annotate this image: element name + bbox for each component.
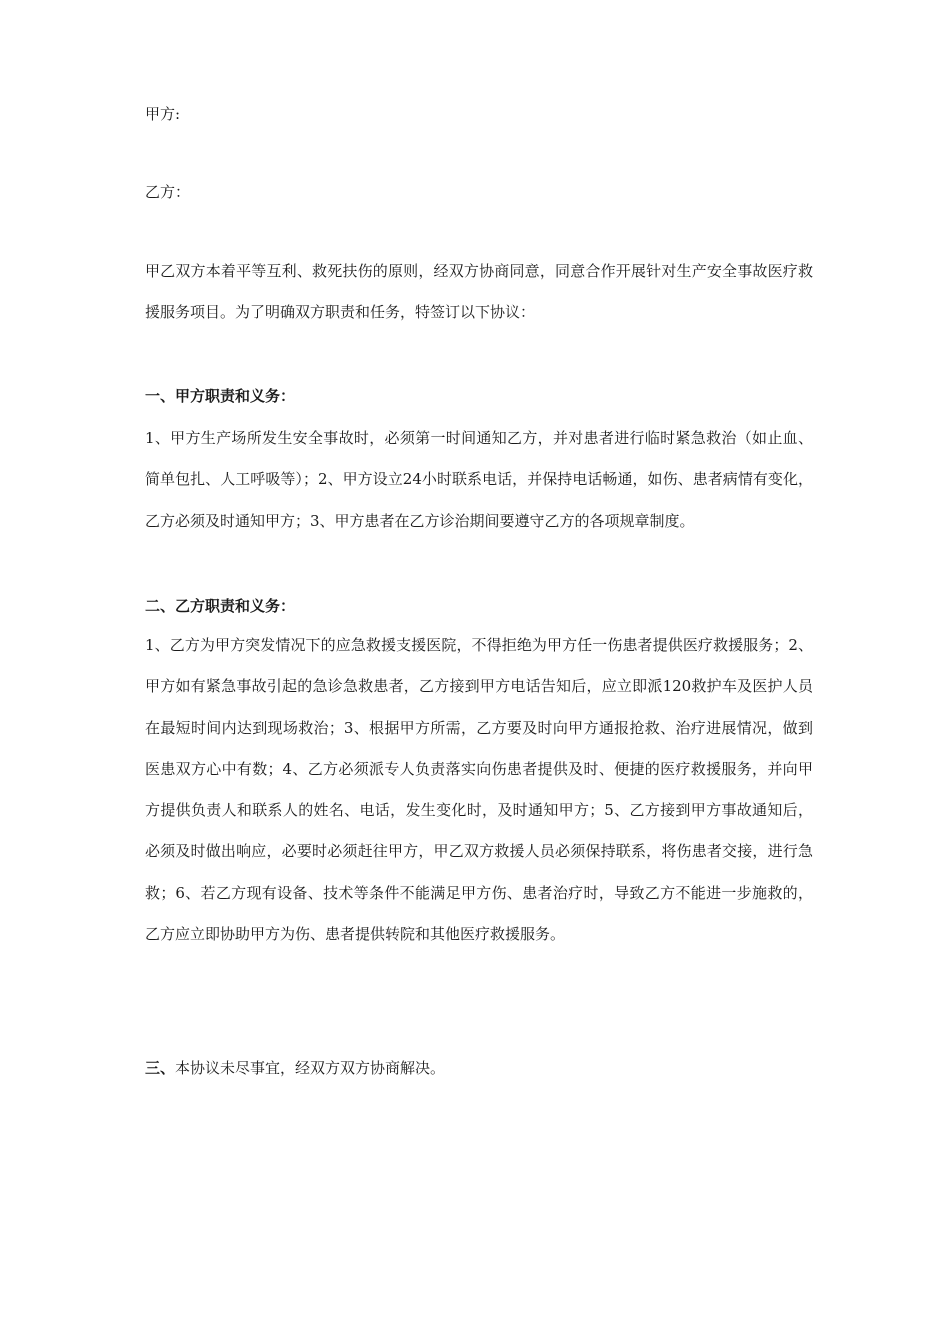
section-2-body: 1、乙方为甲方突发情况下的应急救援支援医院，不得拒绝为甲方任一伤患者提供医疗救援服务；2、甲方如有紧急事故引起的急诊急救患者，乙方接到甲方电话告知后，应立即派120救护车及医护人员在最短时间内达到现场救治；3、根据甲方所需，乙方要及时向甲方通报抢救、治疗进展情况，做到医患双方心中有数；4、乙方必须派专人负责落实向伤患者提供及时、便捷的医疗救援服务，并向甲方提供负责人和联系人的姓名、电话，发生变化时，及时通知甲方；5、乙方接到甲方事故通知后，必须及时做出响应，必要时必须赶往甲方，甲乙双方救援人员必须保持联系，将伤患者交接，进行急救；6、若乙方现有设备、技术等条件不能满足甲方伤、患者治疗时，导致乙方不能进一步施救的，乙方应立即协助甲方为伤、患者提供转院和其他医疗救援服务。: [145, 636, 813, 944]
section-1-body: 1、甲方生产场所发生安全事故时，必须第一时间通知乙方，并对患者进行临时紧急救治（如止血、简单包扎、人工呼吸等）；2、甲方设立24小时联系电话，并保持电话畅通，如伤、患者病情有变化，乙方必须及时通知甲方；3、甲方患者在乙方诊治期间要遵守乙方的各项规章制度。: [145, 429, 813, 530]
section-3-body: 本协议未尽事宜，经双方双方协商解决。: [175, 1059, 446, 1077]
intro-paragraph: 甲乙双方本着平等互利、救死扶伤的原则，经双方协商同意，同意合作开展针对生产安全事故医疗救援服务项目。为了明确双方职责和任务，特签订以下协议：: [145, 262, 813, 322]
party-b-label: 乙方：: [145, 183, 191, 201]
section-1-heading: 一、甲方职责和义务：: [145, 387, 296, 405]
section-3-line: [145, 1058, 445, 1078]
section-3-heading: 三、: [145, 1059, 176, 1077]
section-2-heading: 二、乙方职责和义务：: [145, 597, 296, 615]
party-a-label: 甲方:: [145, 105, 181, 123]
